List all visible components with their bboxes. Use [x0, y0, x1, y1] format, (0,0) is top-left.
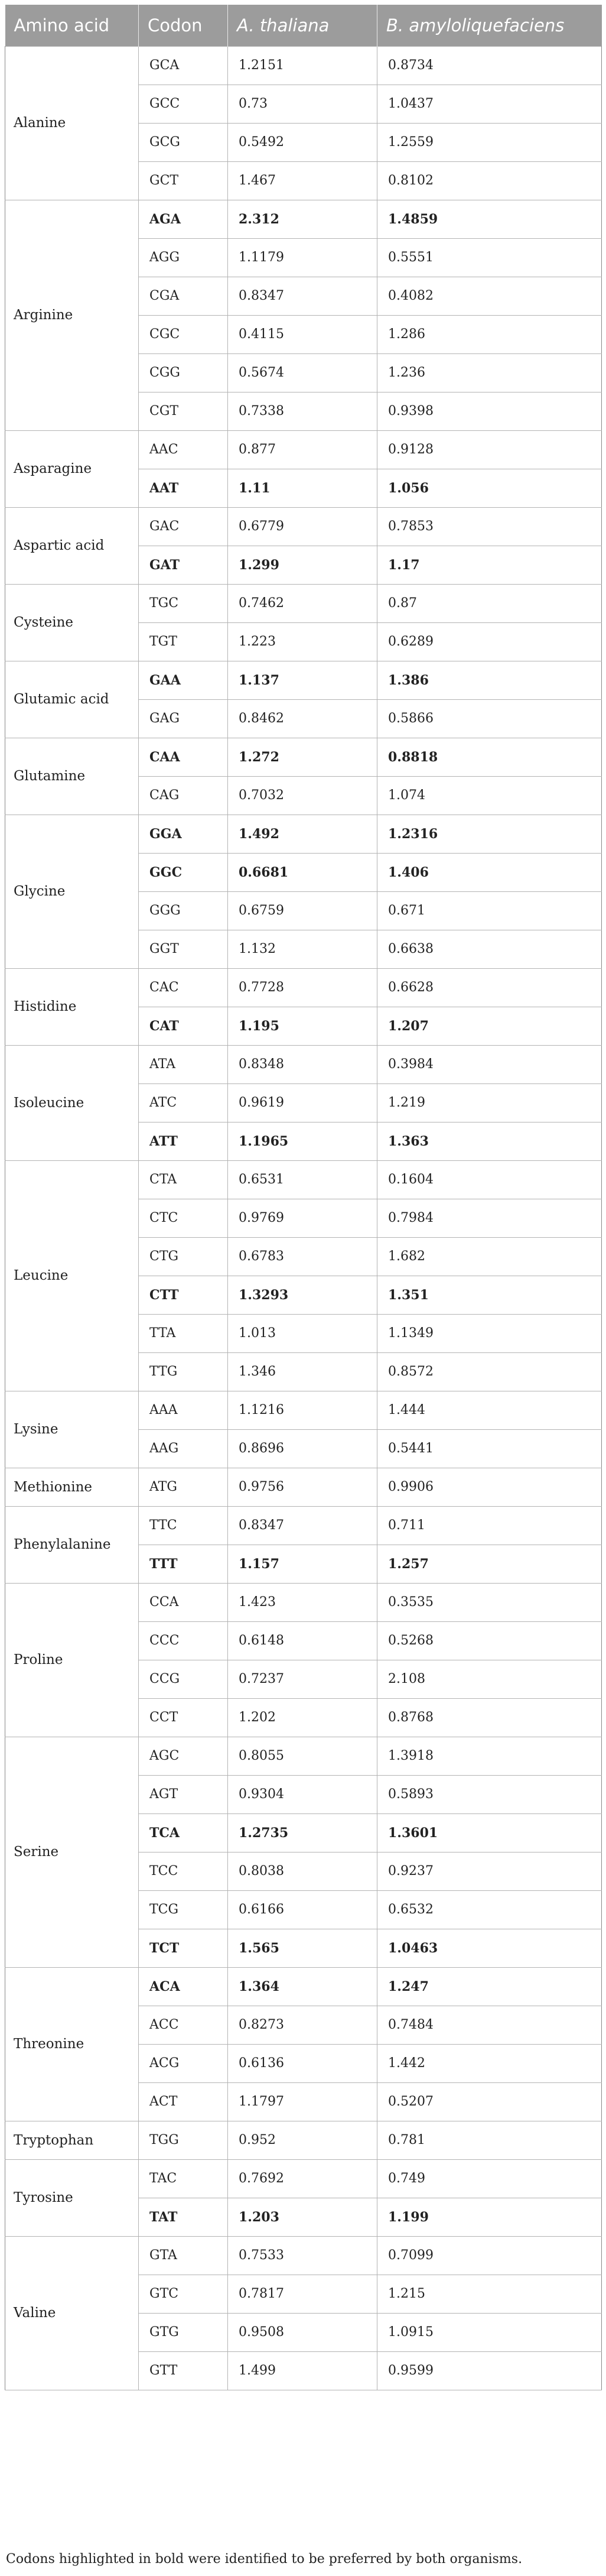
a-thaliana-value-cell: 1.11: [228, 469, 377, 507]
table-row: [5, 968, 602, 1007]
b-amyloliquefaciens-value-cell: 0.6638: [377, 930, 602, 968]
codon-cell: ATT: [139, 1122, 228, 1160]
b-amyloliquefaciens-value-cell: 1.406: [377, 853, 602, 891]
a-thaliana-value-cell: 1.157: [228, 1545, 377, 1583]
table-row: [5, 1468, 602, 1506]
codon-cell: TCG: [139, 1890, 228, 1929]
table-row: [5, 1506, 602, 1545]
codon-cell: CTT: [139, 1276, 228, 1314]
b-amyloliquefaciens-value-cell: 1.199: [377, 2198, 602, 2236]
table-row: [5, 738, 602, 776]
a-thaliana-value-cell: 1.3293: [228, 1276, 377, 1314]
codon-cell: CTC: [139, 1199, 228, 1237]
a-thaliana-value-cell: 0.6136: [228, 2044, 377, 2082]
a-thaliana-value-cell: 0.9304: [228, 1775, 377, 1813]
codon-cell: GGA: [139, 815, 228, 853]
codon-cell: CAT: [139, 1007, 228, 1045]
amino-acid-cell: Threonine: [5, 1967, 139, 2121]
codon-cell: TTT: [139, 1545, 228, 1583]
codon-cell: TGC: [139, 584, 228, 622]
codon-cell: CGG: [139, 353, 228, 392]
b-amyloliquefaciens-value-cell: 0.8818: [377, 738, 602, 776]
table-row: [5, 1737, 602, 1775]
table-row: [5, 2236, 602, 2275]
codon-cell: CCC: [139, 1621, 228, 1660]
a-thaliana-value-cell: 1.499: [228, 2351, 377, 2390]
codon-cell: AGT: [139, 1775, 228, 1813]
b-amyloliquefaciens-value-cell: 1.351: [377, 1276, 602, 1314]
b-amyloliquefaciens-value-cell: 0.6628: [377, 968, 602, 1007]
codon-usage-table: [5, 5, 602, 2390]
b-amyloliquefaciens-value-cell: 0.7853: [377, 507, 602, 546]
amino-acid-cell: Tryptophan: [5, 2121, 139, 2159]
a-thaliana-value-cell: 0.7692: [228, 2159, 377, 2198]
a-thaliana-value-cell: 2.312: [228, 200, 377, 238]
codon-cell: GGT: [139, 930, 228, 968]
b-amyloliquefaciens-value-cell: 1.0463: [377, 1929, 602, 1967]
a-thaliana-value-cell: 0.6759: [228, 891, 377, 930]
b-amyloliquefaciens-value-cell: 0.5551: [377, 238, 602, 277]
codon-cell: ACC: [139, 2006, 228, 2044]
codon-cell: AGG: [139, 238, 228, 277]
a-thaliana-value-cell: 1.364: [228, 1967, 377, 2006]
table-row: [5, 46, 602, 85]
b-amyloliquefaciens-value-cell: 1.17: [377, 546, 602, 584]
b-amyloliquefaciens-value-cell: 1.682: [377, 1237, 602, 1276]
table-row: [5, 2121, 602, 2159]
table-footnote: Codons highlighted in bold were identified to be preferred by both organisms.: [6, 2552, 523, 2567]
a-thaliana-value-cell: 1.1216: [228, 1391, 377, 1429]
a-thaliana-value-cell: 1.2735: [228, 1813, 377, 1852]
table-row: [5, 1160, 602, 1199]
b-amyloliquefaciens-value-cell: 0.5441: [377, 1429, 602, 1468]
codon-cell: CGC: [139, 315, 228, 353]
a-thaliana-value-cell: 1.565: [228, 1929, 377, 1967]
codon-cell: GAG: [139, 699, 228, 738]
table-row: [5, 1391, 602, 1429]
b-amyloliquefaciens-value-cell: 1.2316: [377, 815, 602, 853]
header-amino-acid: Amino acid: [5, 5, 139, 46]
a-thaliana-value-cell: 0.8696: [228, 1429, 377, 1468]
codon-cell: TTA: [139, 1314, 228, 1352]
codon-cell: CTG: [139, 1237, 228, 1276]
a-thaliana-value-cell: 0.4115: [228, 315, 377, 353]
a-thaliana-value-cell: 0.7817: [228, 2275, 377, 2313]
codon-cell: ACT: [139, 2082, 228, 2121]
a-thaliana-value-cell: 0.8273: [228, 2006, 377, 2044]
b-amyloliquefaciens-value-cell: 0.9599: [377, 2351, 602, 2390]
codon-cell: ATG: [139, 1468, 228, 1506]
header-codon: Codon: [139, 5, 228, 46]
a-thaliana-value-cell: 0.8348: [228, 1045, 377, 1083]
codon-cell: AAA: [139, 1391, 228, 1429]
table-row: [5, 430, 602, 469]
b-amyloliquefaciens-value-cell: 0.8768: [377, 1698, 602, 1737]
codon-cell: CAC: [139, 968, 228, 1007]
a-thaliana-value-cell: 0.7533: [228, 2236, 377, 2275]
a-thaliana-value-cell: 1.223: [228, 622, 377, 661]
codon-cell: TGG: [139, 2121, 228, 2159]
table-row: [5, 507, 602, 546]
amino-acid-cell: Isoleucine: [5, 1045, 139, 1160]
codon-cell: CAA: [139, 738, 228, 776]
b-amyloliquefaciens-value-cell: 0.7099: [377, 2236, 602, 2275]
b-amyloliquefaciens-value-cell: 0.3984: [377, 1045, 602, 1083]
codon-cell: CGA: [139, 277, 228, 315]
a-thaliana-value-cell: 1.492: [228, 815, 377, 853]
amino-acid-cell: Leucine: [5, 1160, 139, 1391]
codon-cell: CCT: [139, 1698, 228, 1737]
b-amyloliquefaciens-value-cell: 0.8734: [377, 46, 602, 85]
b-amyloliquefaciens-value-cell: 0.711: [377, 1506, 602, 1545]
codon-cell: GGC: [139, 853, 228, 891]
codon-cell: GAA: [139, 661, 228, 699]
b-amyloliquefaciens-value-cell: 1.056: [377, 469, 602, 507]
a-thaliana-value-cell: 0.5674: [228, 353, 377, 392]
codon-cell: CGT: [139, 392, 228, 430]
a-thaliana-value-cell: 1.195: [228, 1007, 377, 1045]
codon-cell: GGG: [139, 891, 228, 930]
a-thaliana-value-cell: 1.137: [228, 661, 377, 699]
a-thaliana-value-cell: 0.9769: [228, 1199, 377, 1237]
codon-cell: GTG: [139, 2313, 228, 2351]
a-thaliana-value-cell: 1.1179: [228, 238, 377, 277]
a-thaliana-value-cell: 0.8462: [228, 699, 377, 738]
b-amyloliquefaciens-value-cell: 1.444: [377, 1391, 602, 1429]
b-amyloliquefaciens-value-cell: 1.3918: [377, 1737, 602, 1775]
a-thaliana-value-cell: 0.9619: [228, 1083, 377, 1122]
header-a-thaliana: A. thaliana: [228, 5, 377, 46]
codon-cell: AAG: [139, 1429, 228, 1468]
amino-acid-cell: Methionine: [5, 1468, 139, 1506]
b-amyloliquefaciens-value-cell: 1.286: [377, 315, 602, 353]
a-thaliana-value-cell: 1.467: [228, 161, 377, 200]
a-thaliana-value-cell: 0.6166: [228, 1890, 377, 1929]
codon-cell: GCT: [139, 161, 228, 200]
codon-cell: ACG: [139, 2044, 228, 2082]
amino-acid-cell: Proline: [5, 1583, 139, 1737]
amino-acid-cell: Alanine: [5, 46, 139, 200]
a-thaliana-value-cell: 0.6783: [228, 1237, 377, 1276]
a-thaliana-value-cell: 0.7338: [228, 392, 377, 430]
a-thaliana-value-cell: 0.7237: [228, 1660, 377, 1698]
a-thaliana-value-cell: 0.8055: [228, 1737, 377, 1775]
a-thaliana-value-cell: 1.1965: [228, 1122, 377, 1160]
codon-cell: GTC: [139, 2275, 228, 2313]
codon-cell: GTA: [139, 2236, 228, 2275]
table-row: [5, 1045, 602, 1083]
b-amyloliquefaciens-value-cell: 0.5866: [377, 699, 602, 738]
b-amyloliquefaciens-value-cell: 1.257: [377, 1545, 602, 1583]
b-amyloliquefaciens-value-cell: 0.749: [377, 2159, 602, 2198]
a-thaliana-value-cell: 1.013: [228, 1314, 377, 1352]
b-amyloliquefaciens-value-cell: 1.4859: [377, 200, 602, 238]
amino-acid-cell: Histidine: [5, 968, 139, 1045]
b-amyloliquefaciens-value-cell: 1.074: [377, 776, 602, 815]
b-amyloliquefaciens-value-cell: 1.363: [377, 1122, 602, 1160]
table-row: [5, 2159, 602, 2198]
b-amyloliquefaciens-value-cell: 1.2559: [377, 123, 602, 161]
codon-cell: ACA: [139, 1967, 228, 2006]
codon-cell: TTC: [139, 1506, 228, 1545]
amino-acid-cell: Tyrosine: [5, 2159, 139, 2236]
codon-cell: GAT: [139, 546, 228, 584]
b-amyloliquefaciens-value-cell: 0.781: [377, 2121, 602, 2159]
amino-acid-cell: Serine: [5, 1737, 139, 1967]
a-thaliana-value-cell: 0.6531: [228, 1160, 377, 1199]
a-thaliana-value-cell: 1.423: [228, 1583, 377, 1621]
codon-cell: GAC: [139, 507, 228, 546]
codon-cell: TTG: [139, 1352, 228, 1391]
codon-cell: AGA: [139, 200, 228, 238]
table-row: [5, 1583, 602, 1621]
table-row: [5, 584, 602, 622]
b-amyloliquefaciens-value-cell: 0.5268: [377, 1621, 602, 1660]
amino-acid-cell: Aspartic acid: [5, 507, 139, 584]
codon-cell: TCT: [139, 1929, 228, 1967]
a-thaliana-value-cell: 0.7462: [228, 584, 377, 622]
b-amyloliquefaciens-value-cell: 1.0915: [377, 2313, 602, 2351]
amino-acid-cell: Asparagine: [5, 430, 139, 507]
b-amyloliquefaciens-value-cell: 1.442: [377, 2044, 602, 2082]
b-amyloliquefaciens-value-cell: 1.1349: [377, 1314, 602, 1352]
amino-acid-cell: Glutamic acid: [5, 661, 139, 738]
b-amyloliquefaciens-value-cell: 1.0437: [377, 85, 602, 123]
codon-cell: CCA: [139, 1583, 228, 1621]
b-amyloliquefaciens-value-cell: 1.247: [377, 1967, 602, 2006]
b-amyloliquefaciens-value-cell: 0.5207: [377, 2082, 602, 2121]
b-amyloliquefaciens-value-cell: 0.9906: [377, 1468, 602, 1506]
table-body: [5, 46, 602, 2390]
b-amyloliquefaciens-value-cell: 0.4082: [377, 277, 602, 315]
codon-cell: TAT: [139, 2198, 228, 2236]
a-thaliana-value-cell: 0.952: [228, 2121, 377, 2159]
b-amyloliquefaciens-value-cell: 1.236: [377, 353, 602, 392]
codon-cell: AAC: [139, 430, 228, 469]
codon-cell: CCG: [139, 1660, 228, 1698]
codon-cell: ATC: [139, 1083, 228, 1122]
a-thaliana-value-cell: 1.346: [228, 1352, 377, 1391]
table-header: [5, 5, 602, 46]
b-amyloliquefaciens-value-cell: 0.3535: [377, 1583, 602, 1621]
b-amyloliquefaciens-value-cell: 2.108: [377, 1660, 602, 1698]
a-thaliana-value-cell: 0.6779: [228, 507, 377, 546]
codon-cell: TCA: [139, 1813, 228, 1852]
amino-acid-cell: Valine: [5, 2236, 139, 2390]
a-thaliana-value-cell: 0.8347: [228, 1506, 377, 1545]
a-thaliana-value-cell: 1.132: [228, 930, 377, 968]
b-amyloliquefaciens-value-cell: 0.87: [377, 584, 602, 622]
amino-acid-cell: Phenylalanine: [5, 1506, 139, 1583]
b-amyloliquefaciens-value-cell: 0.7484: [377, 2006, 602, 2044]
table-row: [5, 1967, 602, 2006]
a-thaliana-value-cell: 1.2151: [228, 46, 377, 85]
codon-cell: GTT: [139, 2351, 228, 2390]
b-amyloliquefaciens-value-cell: 0.8572: [377, 1352, 602, 1391]
a-thaliana-value-cell: 0.73: [228, 85, 377, 123]
a-thaliana-value-cell: 0.7032: [228, 776, 377, 815]
b-amyloliquefaciens-value-cell: 0.7984: [377, 1199, 602, 1237]
amino-acid-cell: Glycine: [5, 815, 139, 968]
a-thaliana-value-cell: 0.9756: [228, 1468, 377, 1506]
codon-cell: GCC: [139, 85, 228, 123]
codon-cell: TAC: [139, 2159, 228, 2198]
codon-cell: GCA: [139, 46, 228, 85]
b-amyloliquefaciens-value-cell: 0.9237: [377, 1852, 602, 1890]
a-thaliana-value-cell: 0.877: [228, 430, 377, 469]
a-thaliana-value-cell: 0.8347: [228, 277, 377, 315]
a-thaliana-value-cell: 0.5492: [228, 123, 377, 161]
b-amyloliquefaciens-value-cell: 1.3601: [377, 1813, 602, 1852]
a-thaliana-value-cell: 0.6681: [228, 853, 377, 891]
table-row: [5, 661, 602, 699]
table-row: [5, 200, 602, 238]
b-amyloliquefaciens-value-cell: 0.9398: [377, 392, 602, 430]
codon-cell: AAT: [139, 469, 228, 507]
codon-cell: TGT: [139, 622, 228, 661]
a-thaliana-value-cell: 1.299: [228, 546, 377, 584]
codon-cell: AGC: [139, 1737, 228, 1775]
amino-acid-cell: Glutamine: [5, 738, 139, 815]
a-thaliana-value-cell: 0.9508: [228, 2313, 377, 2351]
codon-cell: GCG: [139, 123, 228, 161]
b-amyloliquefaciens-value-cell: 1.207: [377, 1007, 602, 1045]
codon-cell: CTA: [139, 1160, 228, 1199]
b-amyloliquefaciens-value-cell: 1.215: [377, 2275, 602, 2313]
a-thaliana-value-cell: 1.203: [228, 2198, 377, 2236]
a-thaliana-value-cell: 1.272: [228, 738, 377, 776]
b-amyloliquefaciens-value-cell: 1.219: [377, 1083, 602, 1122]
a-thaliana-value-cell: 0.7728: [228, 968, 377, 1007]
a-thaliana-value-cell: 1.202: [228, 1698, 377, 1737]
header-b-amyloliquefaciens: B. amyloliquefaciens: [377, 5, 602, 46]
b-amyloliquefaciens-value-cell: 0.6289: [377, 622, 602, 661]
amino-acid-cell: Cysteine: [5, 584, 139, 661]
table-row: [5, 815, 602, 853]
b-amyloliquefaciens-value-cell: 0.9128: [377, 430, 602, 469]
codon-cell: ATA: [139, 1045, 228, 1083]
a-thaliana-value-cell: 0.8038: [228, 1852, 377, 1890]
b-amyloliquefaciens-value-cell: 1.386: [377, 661, 602, 699]
a-thaliana-value-cell: 0.6148: [228, 1621, 377, 1660]
b-amyloliquefaciens-value-cell: 0.6532: [377, 1890, 602, 1929]
amino-acid-cell: Lysine: [5, 1391, 139, 1468]
header-row: [5, 5, 602, 46]
a-thaliana-value-cell: 1.1797: [228, 2082, 377, 2121]
codon-cell: TCC: [139, 1852, 228, 1890]
b-amyloliquefaciens-value-cell: 0.671: [377, 891, 602, 930]
b-amyloliquefaciens-value-cell: 0.5893: [377, 1775, 602, 1813]
b-amyloliquefaciens-value-cell: 0.1604: [377, 1160, 602, 1199]
amino-acid-cell: Arginine: [5, 200, 139, 430]
b-amyloliquefaciens-value-cell: 0.8102: [377, 161, 602, 200]
codon-cell: CAG: [139, 776, 228, 815]
